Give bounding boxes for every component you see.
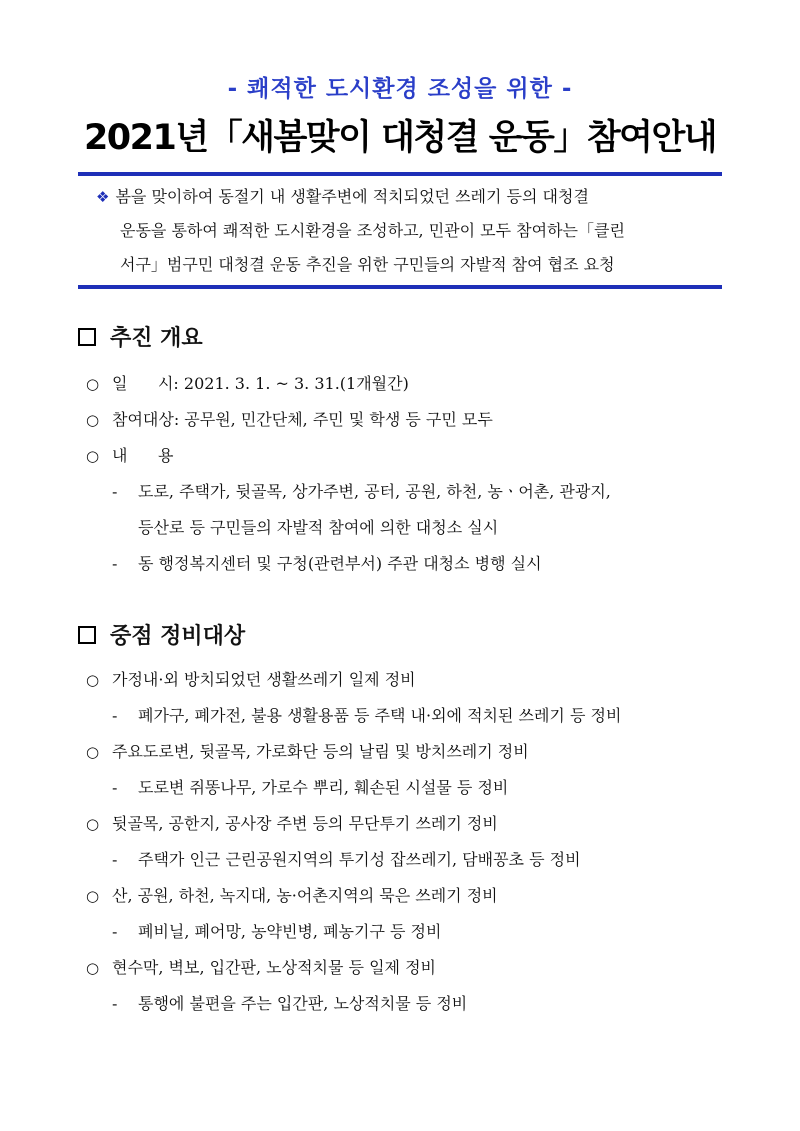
list-sub-item (86, 474, 611, 510)
summary-box (96, 180, 716, 282)
dash-bullet-icon: - (112, 555, 118, 573)
list-item-text: 참여대상: 공무원, 민간단체, 주민 및 학생 등 구민 모두 (112, 410, 493, 429)
dash-bullet-icon: - (112, 779, 118, 797)
circle-bullet-icon: ○ (86, 743, 100, 761)
list-item (86, 438, 611, 474)
list-sub-item-continuation (86, 510, 611, 546)
list-sub-item (86, 986, 621, 1022)
list-item-text: 동 행정복지센터 및 구청(관련부서) 주관 대청소 병행 실시 (138, 554, 542, 573)
section-heading-targets (78, 619, 245, 650)
list-item-text: 현수막, 벽보, 입간판, 노상적치물 등 일제 정비 (112, 958, 436, 977)
list-item-text: 산, 공원, 하천, 녹지대, 농·어촌지역의 묵은 쓰레기 정비 (112, 886, 498, 905)
square-box-icon (78, 328, 96, 346)
summary-top-rule (78, 172, 722, 176)
circle-bullet-icon: ○ (86, 959, 100, 977)
list-item-text: 통행에 불편을 주는 입간판, 노상적치물 등 정비 (138, 994, 468, 1013)
section-heading-overview (78, 321, 203, 352)
list-item (86, 734, 621, 770)
list-item-text: 도로, 주택가, 뒷골목, 상가주변, 공터, 공원, 하천, 농ㆍ어촌, 관광지, (138, 482, 611, 501)
targets-list (86, 662, 621, 1022)
list-item (86, 662, 621, 698)
document-title: 2021년「새봄맞이 대청결 운동」참여안내 (83, 118, 717, 158)
list-sub-item (86, 842, 621, 878)
list-item (86, 806, 621, 842)
list-item (86, 878, 621, 914)
summary-line-3: 서구」범구민 대청결 운동 추진을 위한 구민들의 자발적 참여 협조 요청 (120, 255, 615, 274)
list-item (86, 950, 621, 986)
circle-bullet-icon: ○ (86, 447, 100, 465)
overview-list (86, 366, 611, 582)
circle-bullet-icon: ○ (86, 375, 100, 393)
list-item-text: 폐비닐, 폐어망, 농약빈병, 폐농기구 등 정비 (138, 922, 442, 941)
summary-line-1 (96, 180, 716, 214)
diamond-bullet-icon: ❖ (96, 188, 110, 206)
list-item (86, 366, 611, 402)
list-item-text: 내 용 (112, 446, 174, 465)
list-item (86, 402, 611, 438)
circle-bullet-icon: ○ (86, 671, 100, 689)
circle-bullet-icon: ○ (86, 815, 100, 833)
list-item-text: 주요도로변, 뒷골목, 가로화단 등의 날림 및 방치쓰레기 정비 (112, 742, 529, 761)
list-item-text: 등산로 등 구민들의 자발적 참여에 의한 대청소 실시 (138, 518, 499, 537)
list-sub-item (86, 546, 611, 582)
list-item-text: 가정내·외 방치되었던 생활쓰레기 일제 정비 (112, 670, 416, 689)
dash-bullet-icon: - (112, 995, 118, 1013)
list-item-text: 뒷골목, 공한지, 공사장 주변 등의 무단투기 쓰레기 정비 (112, 814, 498, 833)
document-subtitle: - 쾌적한 도시환경 조성을 위한 - (227, 76, 573, 102)
dash-bullet-icon: - (112, 707, 118, 725)
list-sub-item (86, 698, 621, 734)
circle-bullet-icon: ○ (86, 411, 100, 429)
square-box-icon (78, 626, 96, 644)
list-sub-item (86, 914, 621, 950)
dash-bullet-icon: - (112, 923, 118, 941)
summary-bottom-rule (78, 285, 722, 289)
summary-line-2: 운동을 통하여 쾌적한 도시환경을 조성하고, 민관이 모두 참여하는「클린 (120, 221, 625, 240)
dash-bullet-icon: - (112, 851, 118, 869)
section-heading-text: 중점 정비대상 (110, 624, 246, 649)
summary-text: 봄을 맞이하여 동절기 내 생활주변에 적치되었던 쓰레기 등의 대청결 (115, 187, 589, 206)
list-item-text: 주택가 인근 근린공원지역의 투기성 잡쓰레기, 담배꽁초 등 정비 (138, 850, 581, 869)
list-item-text: 폐가구, 폐가전, 불용 생활용품 등 주택 내·외에 적치된 쓰레기 등 정비 (138, 706, 622, 725)
dash-bullet-icon: - (112, 483, 118, 501)
list-sub-item (86, 770, 621, 806)
list-item-text: 도로변 쥐똥나무, 가로수 뿌리, 훼손된 시설물 등 정비 (138, 778, 509, 797)
section-heading-text: 추진 개요 (110, 326, 203, 351)
list-item-text: 일 시: 2021. 3. 1. ~ 3. 31.(1개월간) (112, 374, 409, 393)
circle-bullet-icon: ○ (86, 887, 100, 905)
